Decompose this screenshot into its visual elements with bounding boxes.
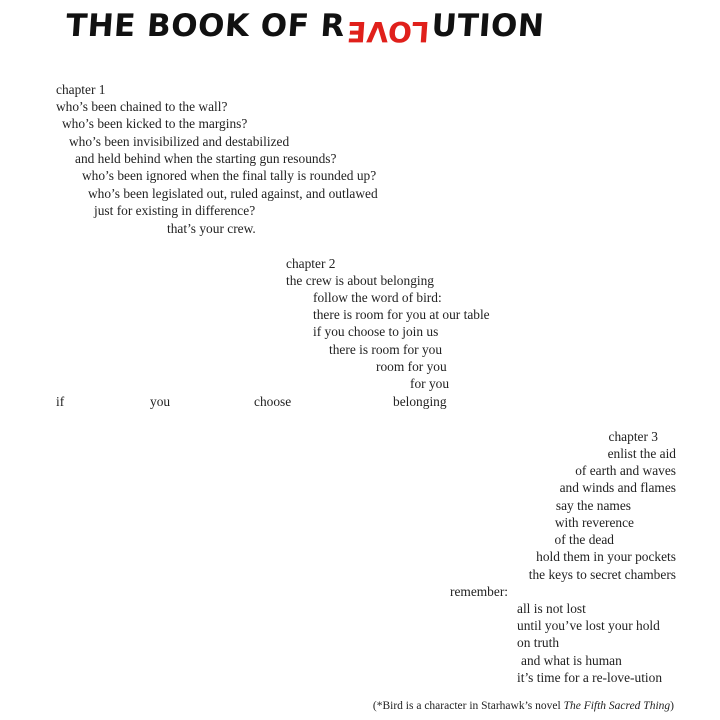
chapter-2-heading: chapter 2 [286,256,336,271]
chapter-2-spread-word: you [150,394,171,409]
chapter-2-line: follow the word of bird: [313,290,442,305]
chapter-1-line: who’s been invisibilized and destabilized [69,134,290,149]
chapter-3-line: of earth and waves [575,463,676,478]
chapter-1-heading: chapter 1 [56,82,106,97]
chapter-2-spread-word: if [56,394,65,409]
chapter-3-line: the keys to secret chambers [528,567,676,582]
footnote-book-title: The Fifth Sacred Thing [563,700,671,712]
footnote-close: ) [670,700,674,712]
chapter-3-closing-line: all is not lost [517,601,586,616]
chapter-1-line: who’s been kicked to the margins? [62,116,248,131]
chapter-3-remember: remember: [450,584,508,599]
chapter-2-line: there is room for you [329,342,443,357]
chapter-3-line: and winds and flames [559,480,676,495]
title [64,4,545,48]
footnote-text: (*Bird is a character in Starhawk’s novel [372,700,564,712]
title-love-inverted: LOVE [345,15,431,48]
title-suffix: UTION [430,8,546,44]
chapter-1-line: that’s your crew. [167,221,256,236]
chapter-1-line: just for existing in difference? [94,203,256,218]
chapter-3-line: hold them in your pockets [536,549,676,564]
chapter-2-line: if you choose to join us [313,324,439,339]
chapter-1-line: who’s been chained to the wall? [56,99,228,114]
chapter-3-closing-line: and what is human [521,653,622,668]
chapter-3-line: say the names [555,498,631,513]
chapter-1-line: who’s been legislated out, ruled against, and outlawed [88,186,378,201]
chapter-2-line: for you [410,376,450,391]
chapter-1-line: who’s been ignored when the final tally is rounded up? [82,168,377,183]
chapter-3-line: enlist the aid [607,446,676,461]
chapter-3-closing-line: until you’ve lost your hold [517,618,660,633]
chapter-2-line: the crew is about belonging [286,273,435,288]
chapter-2-spread-word: belonging [393,394,447,409]
chapter-2-spread-word: choose [254,394,292,409]
chapter-1-line: and held behind when the starting gun resounds? [75,151,337,166]
chapter-2-line: there is room for you at our table [313,307,490,322]
title-prefix: THE BOOK OF R [64,8,347,44]
chapter-3-line: with reverence [554,515,634,530]
chapter-2-line: room for you [376,359,447,374]
footnote [373,699,674,713]
chapter-3-heading: chapter 3 [608,429,658,444]
chapter-3-closing-line: on truth [517,635,560,650]
chapter-3-line: of the dead [554,532,614,547]
chapter-3-closing-line: it’s time for a re-love-ution [517,670,663,685]
